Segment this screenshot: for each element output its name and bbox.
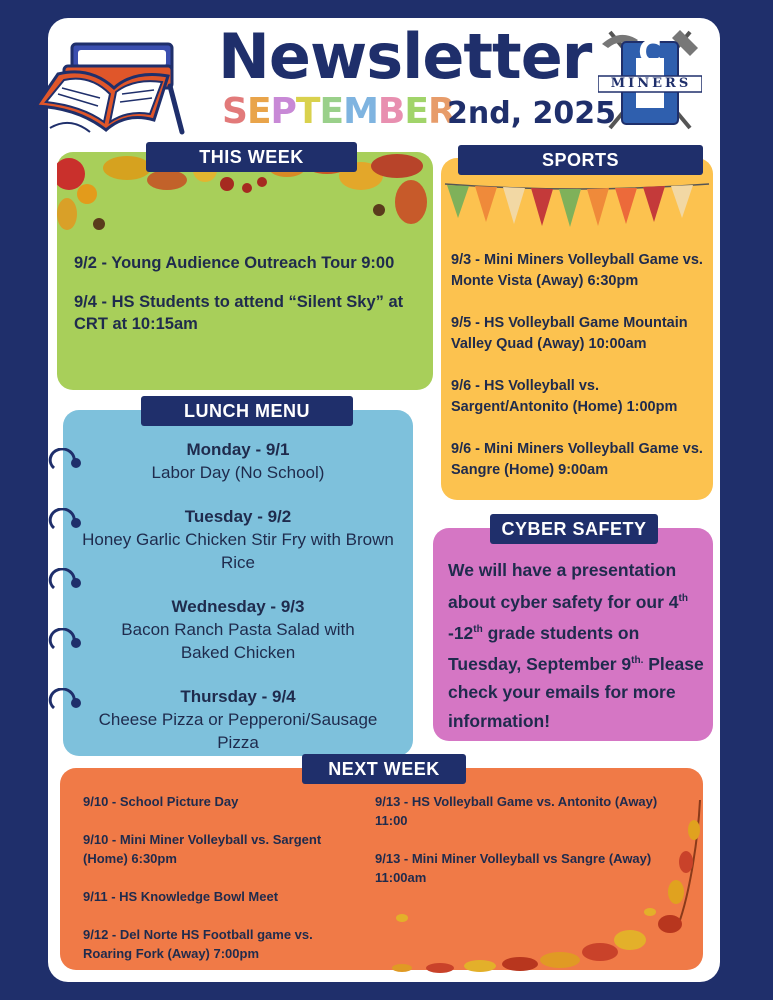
list-item: 9/3 - Mini Miners Volleyball Game vs. Monte Vista (Away) 6:30pm	[451, 252, 703, 289]
cyber-safety-label: CYBER SAFETY	[490, 514, 658, 544]
cyber-grade-start: 4	[668, 591, 679, 612]
next-week-label: NEXT WEEK	[302, 754, 466, 784]
next-week-right-list	[375, 792, 685, 906]
book-icon	[30, 36, 190, 144]
superscript: th.	[631, 655, 644, 667]
lunch-day	[63, 595, 413, 664]
bunting-banner	[443, 180, 711, 232]
lunch-day-menu: Labor Day (No School)	[151, 463, 325, 482]
list-item: 9/6 - HS Volleyball vs. Sargent/Antonito (Home) 1:00pm	[451, 378, 678, 415]
lunch-day-menu: Cheese Pizza or Pepperoni/Sausage Pizza	[98, 710, 378, 752]
miners-logo-text: MINERS	[610, 76, 692, 91]
cyber-safety-text	[448, 556, 710, 735]
lunch-day-menu: Bacon Ranch Pasta Salad with Baked Chicken	[121, 620, 355, 662]
this-week-label: THIS WEEK	[146, 142, 357, 172]
lunch-day	[63, 685, 413, 754]
lunch-menu-label: LUNCH MENU	[141, 396, 353, 426]
cyber-text-part: Please check your emails for more information!	[448, 653, 704, 731]
list-item: 9/10 - School Picture Day	[83, 794, 239, 809]
cyber-grade-end: -12	[448, 622, 474, 643]
month-letter: T	[295, 91, 320, 132]
newsletter-title: Newsletter	[218, 20, 592, 93]
sports-label: SPORTS	[458, 145, 703, 175]
next-week-left-list	[83, 792, 353, 982]
superscript: th	[473, 623, 483, 635]
month-title	[222, 91, 455, 132]
lunch-menu-list	[63, 438, 413, 775]
sports-list	[451, 250, 711, 502]
this-week-list	[74, 252, 434, 352]
lunch-day-title: Monday - 9/1	[186, 440, 290, 459]
month-letter: B	[377, 91, 405, 132]
list-item: 9/10 - Mini Miner Volleyball vs. Sargent (Home) 6:30pm	[83, 832, 322, 866]
list-item: 9/13 - Mini Miner Volleyball vs Sangre (Away) 11:00am	[375, 851, 652, 885]
month-letter: S	[222, 91, 247, 132]
list-item: 9/6 - Mini Miners Volleyball Game vs. Sangre (Home) 9:00am	[451, 441, 703, 478]
cyber-text-part: We will have a presentation about cyber safety for our	[448, 560, 677, 612]
lunch-day-menu: Honey Garlic Chicken Stir Fry with Brown Rice	[82, 530, 394, 572]
month-letter: E	[404, 91, 428, 132]
month-letter: M	[343, 91, 378, 132]
list-item: 9/5 - HS Volleyball Game Mountain Valley Quad (Away) 10:00am	[451, 315, 688, 352]
list-item: 9/2 - Young Audience Outreach Tour 9:00	[74, 254, 395, 272]
month-letter: E	[246, 91, 271, 132]
lunch-day-title: Wednesday - 9/3	[171, 597, 305, 616]
month-letter: P	[270, 91, 296, 132]
lunch-day-title: Tuesday - 9/2	[184, 507, 292, 526]
list-item: 9/4 - HS Students to attend “Silent Sky” at CRT at 10:15am	[74, 293, 404, 333]
list-item: 9/11 - HS Knowledge Bowl Meet	[83, 889, 279, 904]
superscript: th	[678, 592, 688, 604]
issue-date: 2nd, 2025	[447, 96, 617, 131]
lunch-day	[63, 505, 413, 574]
cyber-text-part: grade students on Tuesday, September 9	[448, 622, 640, 674]
lunch-day	[63, 438, 413, 484]
miners-logo-letter: C	[638, 33, 662, 71]
month-letter: E	[319, 91, 344, 132]
list-item: 9/13 - HS Volleyball Game vs. Antonito (Away) 11:00	[375, 794, 658, 828]
lunch-day-title: Thursday - 9/4	[180, 687, 296, 706]
month-letter: R	[427, 91, 455, 132]
list-item: 9/12 - Del Norte HS Football game vs. Roaring Fork (Away) 7:00pm	[83, 927, 313, 961]
